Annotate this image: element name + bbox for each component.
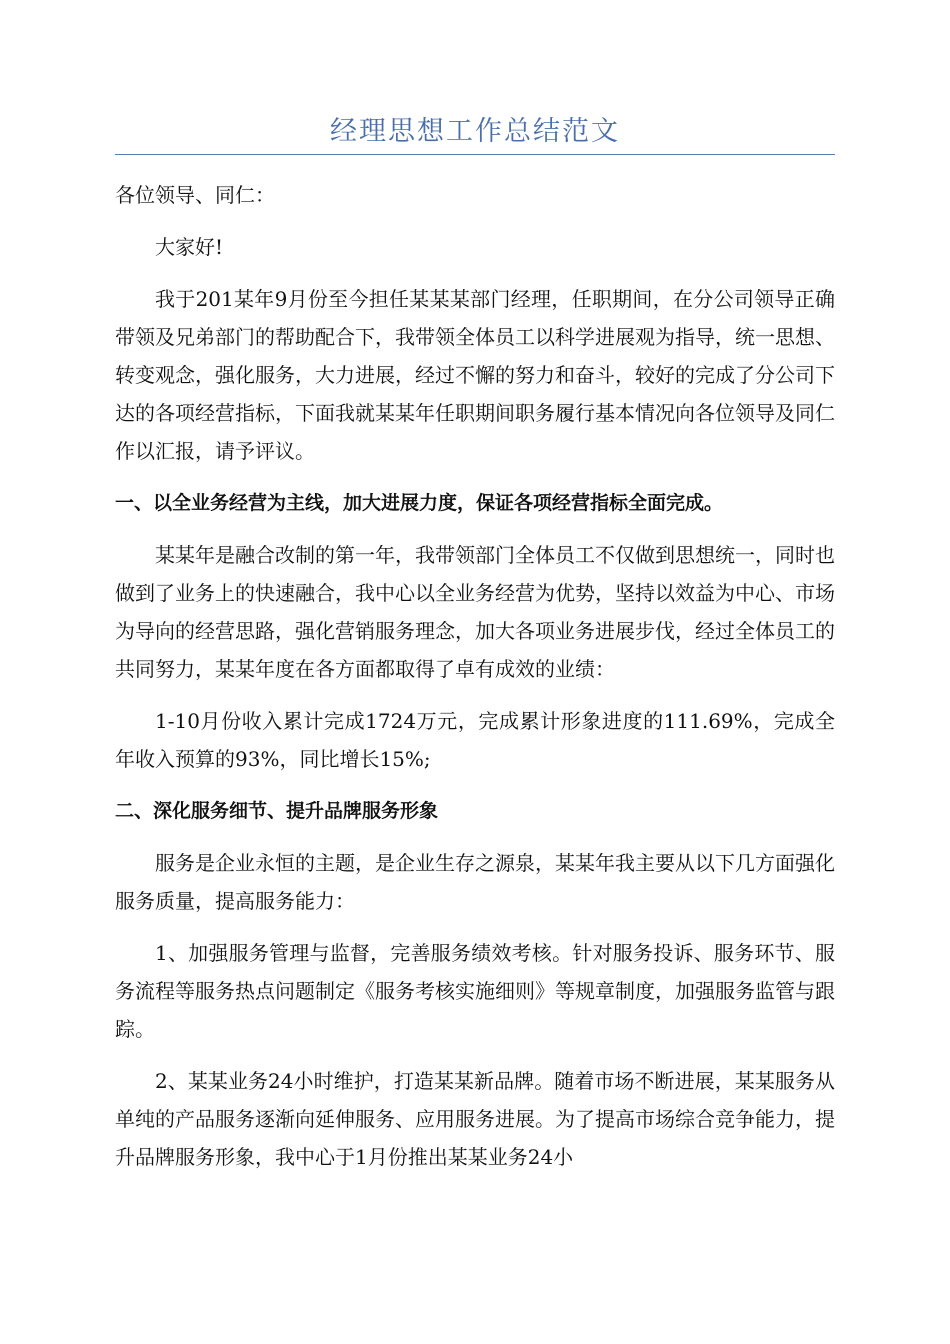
title-divider	[115, 154, 835, 155]
greeting: 大家好!	[155, 235, 224, 259]
document-title: 经理思想工作总结范文	[330, 116, 620, 147]
section-1-figures-paragraph: 1-10月份收入累计完成1724万元，完成累计形象进度的111.69%，完成全年收入预算的93%，同比增长15%;	[115, 709, 835, 771]
section-1-paragraph: 某某年是融合改制的第一年，我带领部门全体员工不仅做到思想统一，同时也做到了业务上的快速融合，我中心以全业务经营为优势，坚持以效益为中心、市场为导向的经营思路，强化营销服务理念，加大各项业务进展步伐，经过全体员工的共同努力，某某年度在各方面都取得了卓有成效的业绩：	[115, 543, 835, 681]
intro-paragraph: 我于201某年9月份至今担任某某某部门经理，任职期间，在分公司领导正确带领及兄弟部门的帮助配合下，我带领全体员工以科学进展观为指导，统一思想、转变观念，强化服务，大力进展，经过不懈的努力和奋斗，较好的完成了分公司下达的各项经营指标，下面我就某某年任职期间职务履行基本情况向各位领导及同仁作以汇报，请予评议。	[115, 287, 835, 463]
section-2-item-1: 1、加强服务管理与监督，完善服务绩效考核。针对服务投诉、服务环节、服务流程等服务热点问题制定《服务考核实施细则》等规章制度，加强服务监管与跟踪。	[115, 941, 835, 1041]
section-2-item-2: 2、某某业务24小时维护，打造某某新品牌。随着市场不断进展，某某服务从单纯的产品服务逐渐向延伸服务、应用服务进展。为了提高市场综合竞争能力，提升品牌服务形象，我中心于1月份推出某某业务24小	[115, 1069, 835, 1169]
salutation: 各位领导、同仁：	[115, 183, 275, 207]
section-2-paragraph: 服务是企业永恒的主题，是企业生存之源泉，某某年我主要从以下几方面强化服务质量，提高服务能力：	[115, 851, 835, 913]
section-1-heading: 一、以全业务经营为主线，加大进展力度，保证各项经营指标全面完成。	[115, 492, 724, 514]
document-body	[115, 176, 835, 1190]
section-2-heading: 二、深化服务细节、提升品牌服务形象	[115, 800, 439, 822]
